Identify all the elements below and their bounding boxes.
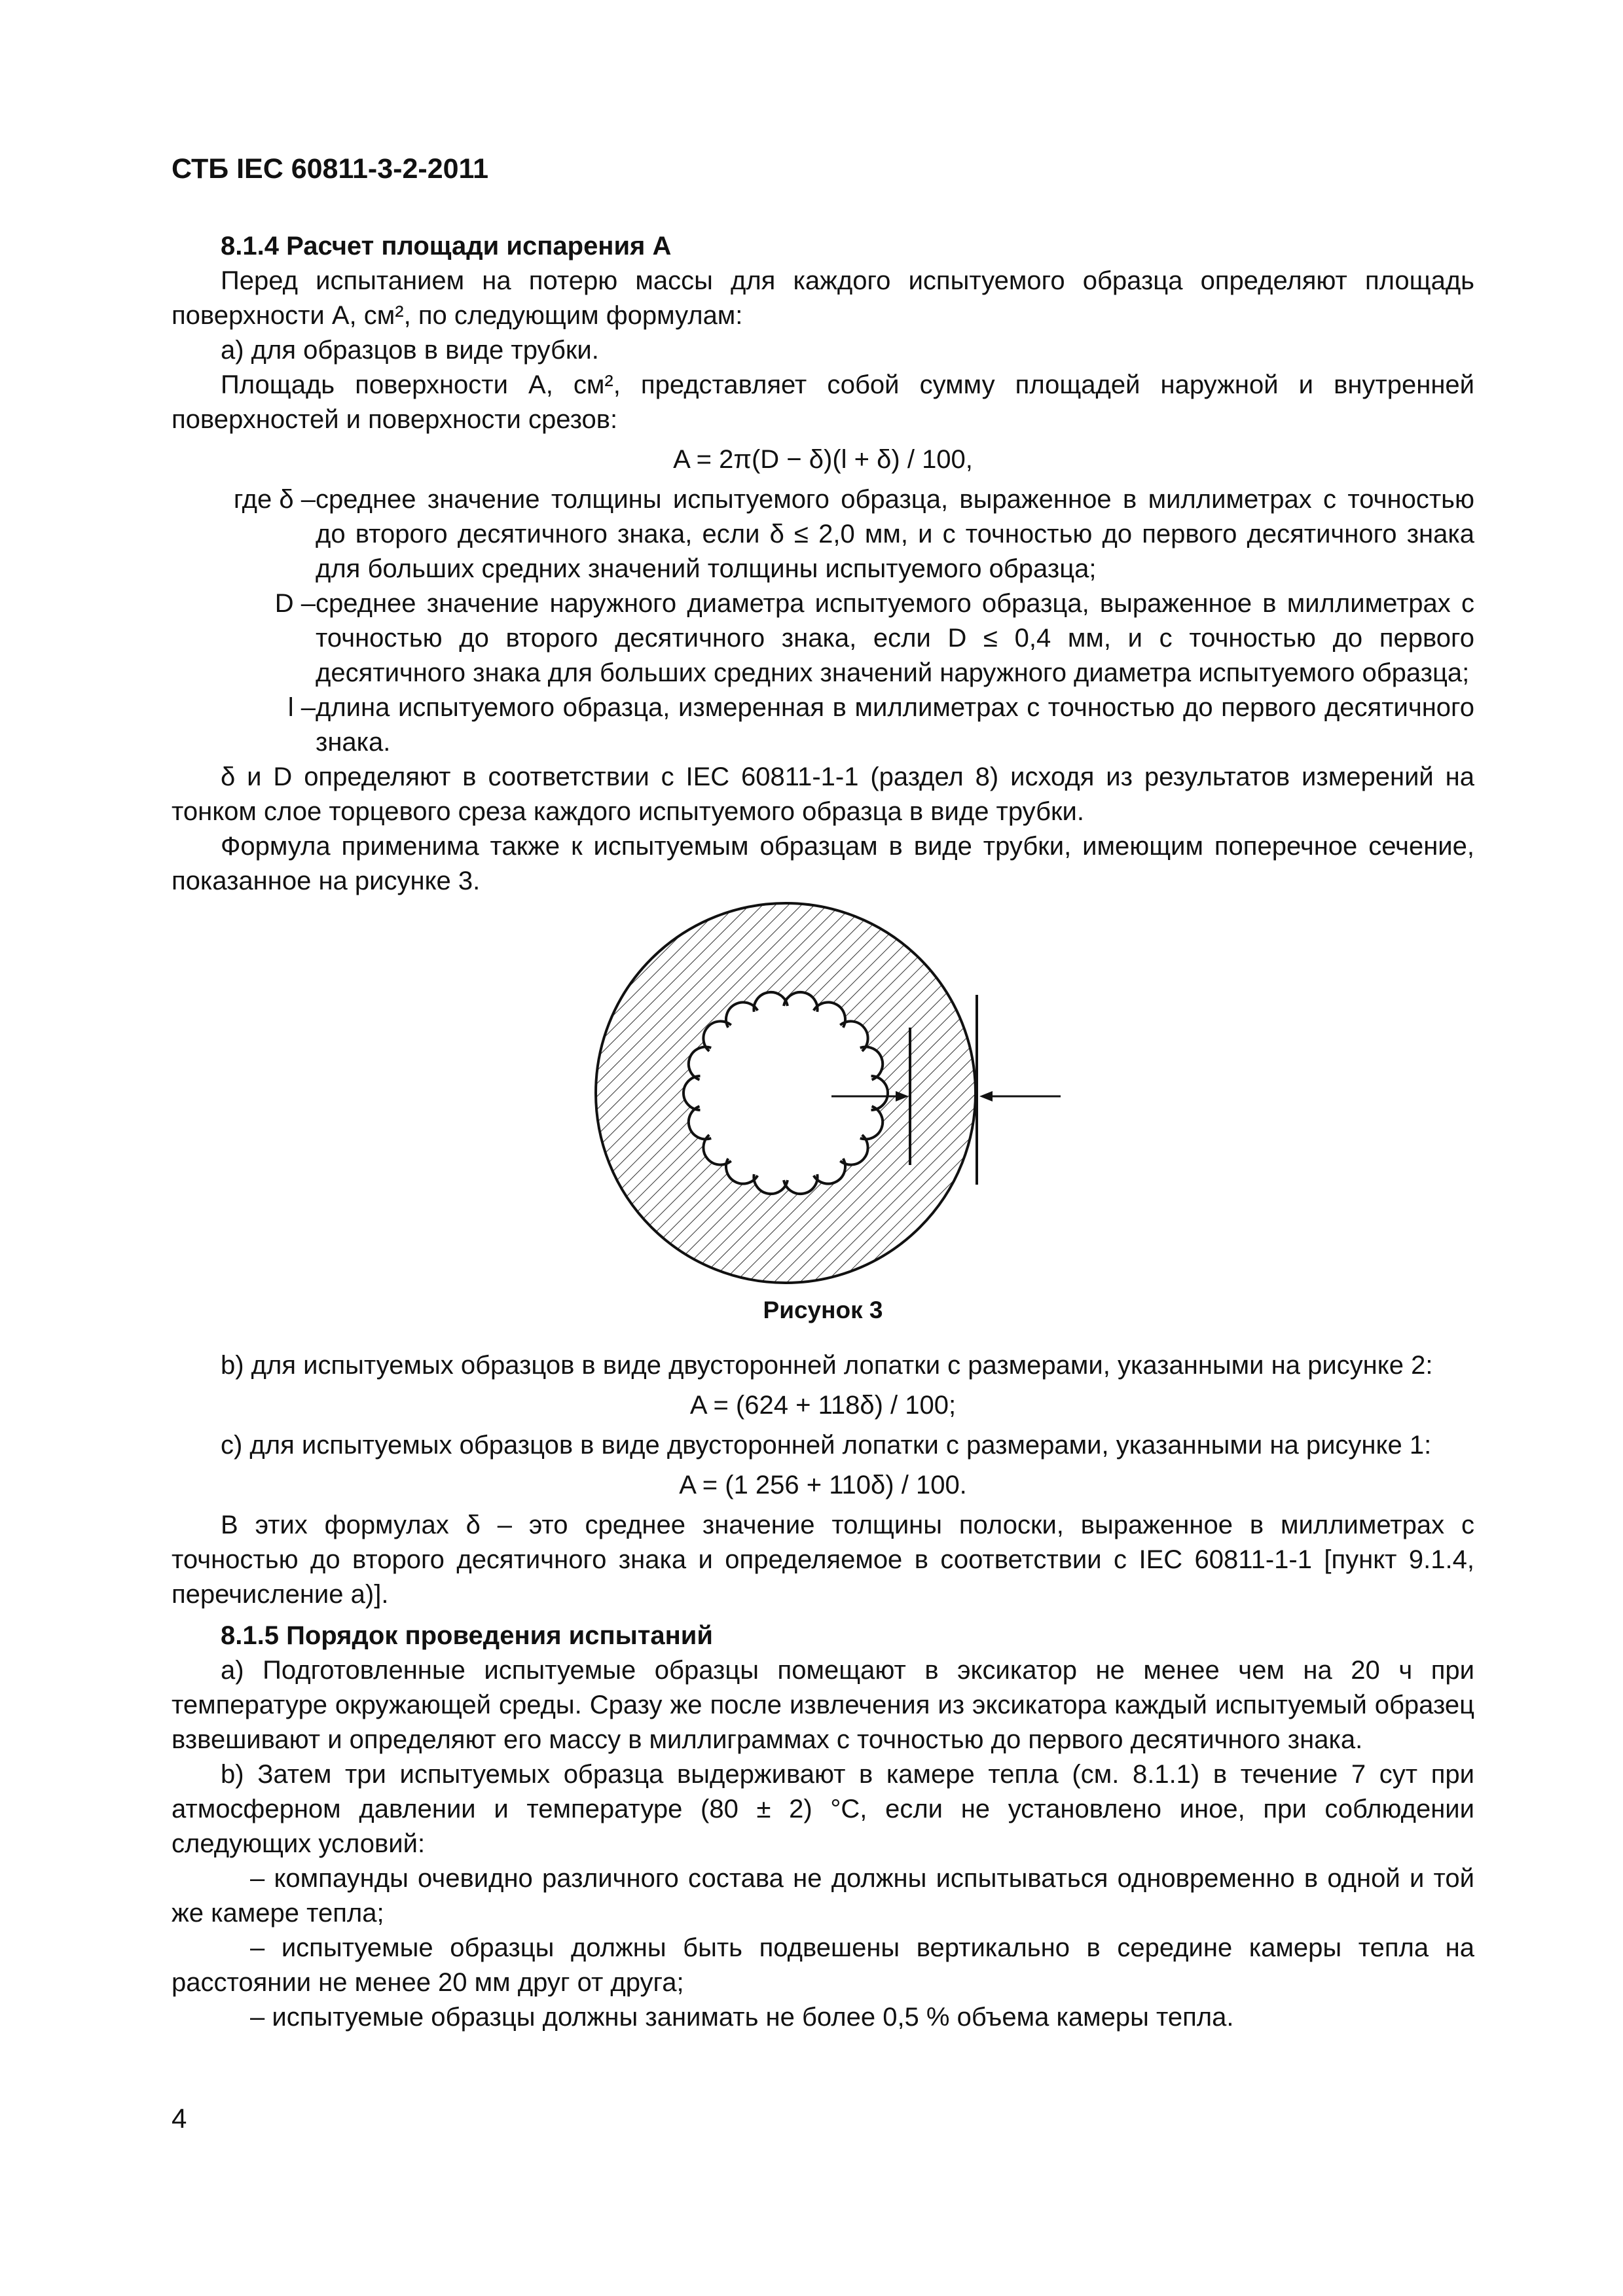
definition-text: длина испытуемого образца, измеренная в миллиметрах с точностью до первого десятичного знака. <box>316 693 1474 757</box>
formula-b: A = (624 + 118δ) / 100; <box>689 1391 957 1420</box>
definition-text: среднее значение наружного диаметра испытуемого образца, выраженное в миллиметрах с точностью до второго десятичного знака, если D ≤ 0,4 мм, и с точностью до первого десятичного знака для больших средних значений наружного диаметра испытуемого образца; <box>316 589 1474 687</box>
condition-item: – компаунды очевидно различного состава не должны испытываться одновременно в одной и той же камере тепла; <box>172 1864 1474 1928</box>
delta-paragraph: δ и D определяют в соответствии с IEC 60811-1-1 (раздел 8) исходя из результатов измерений на тонком слое торцевого среза каждого испытуемого образца в виде трубки. <box>172 762 1474 826</box>
tube-cross-section-drawing <box>589 870 1087 1302</box>
intro-paragraph: Перед испытанием на потерю массы для каждого испытуемого образца определяют площадь поверхности A, см², по следующим формулам: <box>172 266 1474 330</box>
definition-l <box>172 691 1474 760</box>
procedure-item-a: а) Подготовленные испытуемые образцы помещают в эксикатор не менее чем на 20 ч при температуре окружающей среды. Сразу же после извлечения из эксикатора каждый испытуемый образец взвешивают и определяют его массу в миллиграммах с точностью до первого десятичного знака. <box>172 1656 1474 1754</box>
area-paragraph: Площадь поверхности A, см², представляет собой сумму площадей наружной и внутренней поверхностей и поверхности срезов: <box>172 370 1474 434</box>
definition-symbol: D – <box>274 589 316 618</box>
figure-caption: Рисунок 3 <box>763 1297 883 1323</box>
section-8-1-4-continued <box>172 1348 1474 2035</box>
section-title: 8.1.4 Расчет площади испарения A <box>221 232 672 260</box>
definition-d <box>172 586 1474 691</box>
formula-c: A = (1 256 + 110δ) / 100. <box>679 1471 967 1499</box>
item-a: а) для образцов в виде трубки. <box>221 336 599 365</box>
definition-symbol: l – <box>287 693 316 722</box>
formula-note: Формула применима также к испытуемым образцам в виде трубки, имеющим поперечное сечение, показанное на рисунке 3. <box>172 832 1474 895</box>
definition-text: среднее значение толщины испытуемого образца, выраженное в миллиметрах с точностью до второго десятичного знака, если δ ≤ 2,0 мм, и с точностью до первого десятичного знака для больших средних значений толщины испытуемого образца; <box>316 485 1474 583</box>
procedure-item-b: b) Затем три испытуемых образца выдерживают в камере тепла (см. 8.1.1) в течение 7 сут при атмосферном давлении и температуре (80 ± 2) °С, если не установлено иное, при соблюдении следующих условий: <box>172 1760 1474 1858</box>
definitions-list <box>172 482 1474 760</box>
definition-symbol: где δ – <box>233 485 316 514</box>
section-8-1-5-title: 8.1.5 Порядок проведения испытаний <box>221 1621 713 1650</box>
delta-note: В этих формулах δ – это среднее значение толщины полоски, выраженное в миллиметрах с точностью до второго десятичного знака и определяемое в соответствии с IEC 60811-1-1 [пункт 9.1.4, перечисление а)]. <box>172 1511 1474 1609</box>
outer-ring <box>596 903 976 1283</box>
document-header: СТБ IEC 60811-3-2-2011 <box>172 153 489 185</box>
item-c: с) для испытуемых образцов в виде двусторонней лопатки с размерами, указанными на рисунке 1: <box>221 1431 1432 1460</box>
item-b: b) для испытуемых образцов в виде двусторонней лопатки с размерами, указанными на рисунке 2: <box>221 1351 1433 1380</box>
section-8-1-4 <box>172 229 1474 899</box>
page-number: 4 <box>172 2103 187 2134</box>
definition-delta <box>172 482 1474 586</box>
outer-arrow-icon <box>979 1091 993 1102</box>
figure-3-cross-section <box>589 870 1087 1302</box>
formula-a: A = 2π(D − δ)(l + δ) / 100, <box>673 445 973 474</box>
condition-item: – испытуемые образцы должны занимать не более 0,5 % объема камеры тепла. <box>250 2003 1234 2032</box>
condition-item: – испытуемые образцы должны быть подвешены вертикально в середине камеры тепла на расстоянии не менее 20 мм друг от друга; <box>172 1933 1474 1997</box>
